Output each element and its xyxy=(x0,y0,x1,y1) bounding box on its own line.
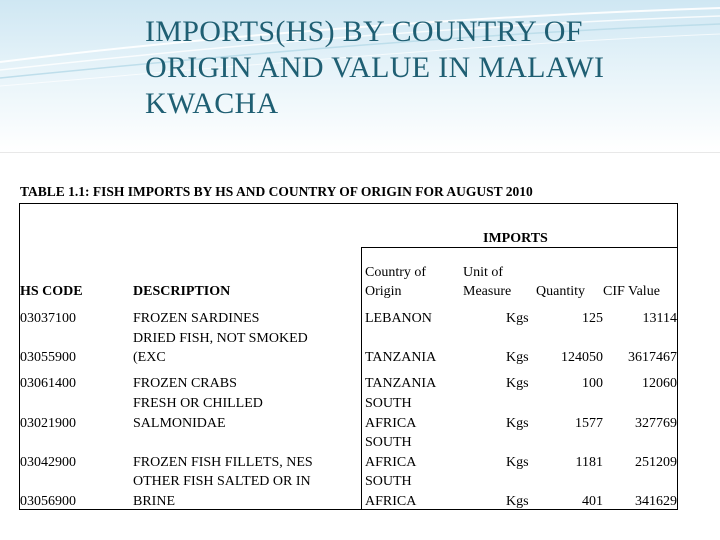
row-description: (EXC xyxy=(133,350,166,365)
title-line: IMPORTS(HS) BY COUNTRY OF xyxy=(145,15,583,48)
title-line: KWACHA xyxy=(145,87,279,120)
row-unit: Kgs xyxy=(506,416,529,431)
row-country: AFRICA xyxy=(365,455,417,470)
row-country: SOUTH xyxy=(365,396,412,411)
row-quantity: 401 xyxy=(582,494,603,509)
row-description: FROZEN FISH FILLETS, NES xyxy=(133,455,313,470)
row-unit: Kgs xyxy=(506,494,529,509)
row-description: DRIED FISH, NOT SMOKED xyxy=(133,331,308,346)
row-cif-value: 341629 xyxy=(635,494,677,509)
row-hs-code: 03056900 xyxy=(20,494,76,509)
row-country: TANZANIA xyxy=(365,350,437,365)
row-description: BRINE xyxy=(133,494,175,509)
quantity-header: Quantity xyxy=(536,284,585,299)
unit-header-line2: Measure xyxy=(463,284,512,299)
row-quantity: 1577 xyxy=(575,416,603,431)
table-caption: TABLE 1.1: FISH IMPORTS BY HS AND COUNTRY OF ORIGIN FOR AUGUST 2010 xyxy=(20,184,533,199)
unit-header-line1: Unit of xyxy=(463,265,504,280)
row-quantity: 1181 xyxy=(575,455,603,470)
row-quantity: 124050 xyxy=(561,350,603,365)
row-country: AFRICA xyxy=(365,416,417,431)
row-hs-code: 03055900 xyxy=(20,350,76,365)
row-description: FRESH OR CHILLED xyxy=(133,396,263,411)
row-country: SOUTH xyxy=(365,435,412,450)
row-unit: Kgs xyxy=(506,311,529,326)
row-cif-value: 327769 xyxy=(635,416,677,431)
row-hs-code: 03037100 xyxy=(20,311,76,326)
row-cif-value: 13114 xyxy=(642,311,677,326)
row-hs-code: 03021900 xyxy=(20,416,76,431)
row-hs-code: 03061400 xyxy=(20,376,76,391)
hs-code-header: HS CODE xyxy=(20,284,83,299)
header-divider xyxy=(0,152,720,153)
row-unit: Kgs xyxy=(506,350,529,365)
row-cif-value: 3617467 xyxy=(628,350,677,365)
row-description: SALMONIDAE xyxy=(133,416,226,431)
row-country: TANZANIA xyxy=(365,376,437,391)
row-cif-value: 12060 xyxy=(642,376,677,391)
row-description: FROZEN CRABS xyxy=(133,376,237,391)
slide-title xyxy=(145,14,705,122)
title-line: ORIGIN AND VALUE IN MALAWI xyxy=(145,51,605,84)
description-header: DESCRIPTION xyxy=(133,284,231,299)
row-unit: Kgs xyxy=(506,376,529,391)
country-header-line2: Origin xyxy=(365,284,402,299)
row-quantity: 100 xyxy=(582,376,603,391)
country-header-line1: Country of xyxy=(365,265,427,280)
imports-group-header: IMPORTS xyxy=(483,231,548,246)
row-country: AFRICA xyxy=(365,494,417,509)
cif-value-header: CIF Value xyxy=(603,284,660,299)
row-country: LEBANON xyxy=(365,311,432,326)
table-column-divider xyxy=(361,248,362,510)
row-quantity: 125 xyxy=(582,311,603,326)
row-hs-code: 03042900 xyxy=(20,455,76,470)
row-cif-value: 251209 xyxy=(635,455,677,470)
row-description: FROZEN SARDINES xyxy=(133,311,260,326)
row-country: SOUTH xyxy=(365,474,412,489)
row-description: OTHER FISH SALTED OR IN xyxy=(133,474,311,489)
row-unit: Kgs xyxy=(506,455,529,470)
